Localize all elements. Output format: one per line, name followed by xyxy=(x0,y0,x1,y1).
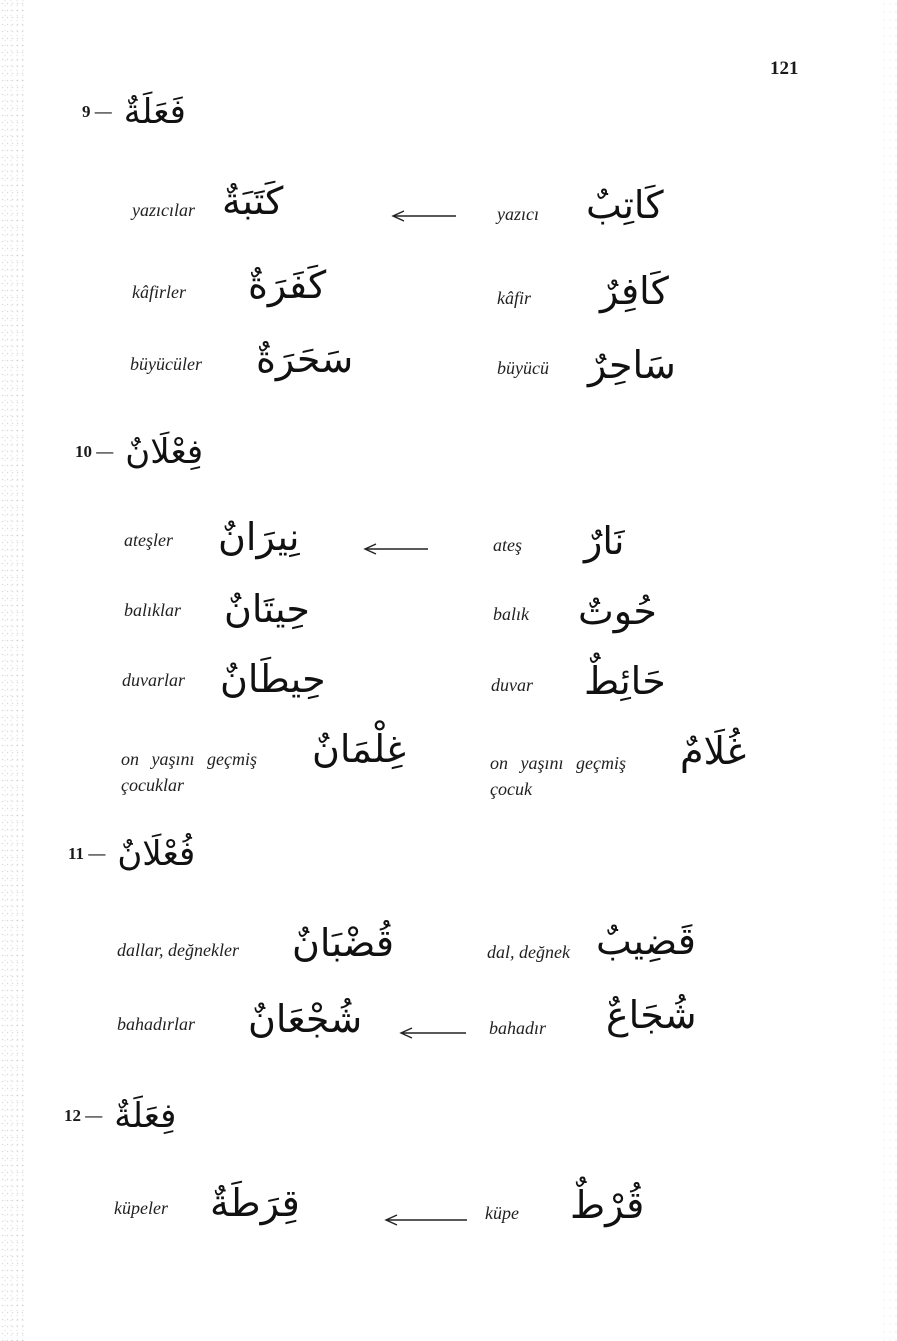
plural-arabic: كَفَرَةٌ xyxy=(248,263,327,307)
plural-translation: dallar, değnekler xyxy=(117,940,239,960)
pattern-arabic: فِعَلَةٌ xyxy=(114,1096,177,1136)
singular-translation: küpe xyxy=(485,1203,519,1223)
singular-translation: büyücü xyxy=(497,358,549,378)
section-heading-9 xyxy=(82,92,186,132)
singular-arabic: قَضِيبٌ xyxy=(596,919,696,963)
singular-translation xyxy=(490,750,680,802)
plural-translation: balıklar xyxy=(124,600,181,620)
singular-arabic: كَافِرٌ xyxy=(600,269,669,313)
pattern-arabic: فَعَلَةٌ xyxy=(123,92,186,132)
singular-translation: yazıcı xyxy=(497,204,539,224)
singular-arabic: سَاحِرٌ xyxy=(588,343,676,387)
plural-arabic: شُجْعَانٌ xyxy=(248,997,363,1041)
plural-translation: bahadırlar xyxy=(117,1014,196,1034)
section-heading-12 xyxy=(64,1096,176,1136)
plural-translation: büyücüler xyxy=(130,354,202,374)
singular-translation: ateş xyxy=(493,535,522,555)
scan-edge-right xyxy=(881,0,897,1341)
derivation-arrow xyxy=(390,210,456,222)
section-number: 9 — xyxy=(82,102,112,121)
plural-arabic: قُضْبَانٌ xyxy=(292,921,395,965)
plural-arabic: قِرَطَةٌ xyxy=(210,1181,300,1225)
section-number: 11 — xyxy=(68,844,106,863)
singular-translation-line: on yaşını geçmiş xyxy=(490,753,626,773)
plural-arabic: سَحَرَةٌ xyxy=(256,337,354,381)
singular-arabic: نَارٌ xyxy=(584,519,625,563)
plural-arabic: حِيطَانٌ xyxy=(220,657,326,701)
plural-arabic: كَتَبَةٌ xyxy=(222,179,284,223)
singular-translation-line: çocuk xyxy=(490,779,532,799)
singular-translation: dal, değnek xyxy=(487,942,570,962)
plural-translation: yazıcılar xyxy=(132,200,195,220)
plural-translation: küpeler xyxy=(114,1198,168,1218)
derivation-arrow xyxy=(362,543,428,555)
singular-translation: bahadır xyxy=(489,1018,547,1038)
singular-translation: balık xyxy=(493,604,529,624)
singular-arabic: شُجَاعٌ xyxy=(606,993,697,1037)
singular-arabic: حُوتٌ xyxy=(578,589,657,633)
plural-translation: ateşler xyxy=(124,530,173,550)
plural-arabic: حِيتَانٌ xyxy=(224,587,310,631)
scan-edge-left xyxy=(0,0,26,1341)
singular-translation: kâfir xyxy=(497,288,531,308)
singular-arabic: كَاتِبٌ xyxy=(586,183,664,227)
derivation-arrow xyxy=(383,1214,467,1226)
singular-translation: duvar xyxy=(491,675,533,695)
singular-arabic: قُرْطٌ xyxy=(570,1183,645,1227)
plural-translation-line: on yaşını geçmiş xyxy=(121,749,257,769)
plural-arabic: غِلْمَانٌ xyxy=(312,727,406,771)
section-number: 12 — xyxy=(64,1106,103,1125)
plural-translation: duvarlar xyxy=(122,670,185,690)
section-heading-11 xyxy=(68,834,195,874)
section-heading-10 xyxy=(75,432,203,472)
pattern-arabic: فِعْلَانٌ xyxy=(125,432,204,472)
section-number: 10 — xyxy=(75,442,114,461)
page-number: 121 xyxy=(770,58,799,79)
derivation-arrow xyxy=(398,1027,466,1039)
plural-translation-line: çocuklar xyxy=(121,775,184,795)
plural-translation xyxy=(121,746,311,798)
singular-arabic: غُلَامٌ xyxy=(680,729,747,773)
plural-translation: kâfirler xyxy=(132,282,186,302)
pattern-arabic: فُعْلَانٌ xyxy=(117,834,196,874)
plural-arabic: نِيرَانٌ xyxy=(218,515,300,559)
singular-arabic: حَائِطٌ xyxy=(584,659,666,703)
